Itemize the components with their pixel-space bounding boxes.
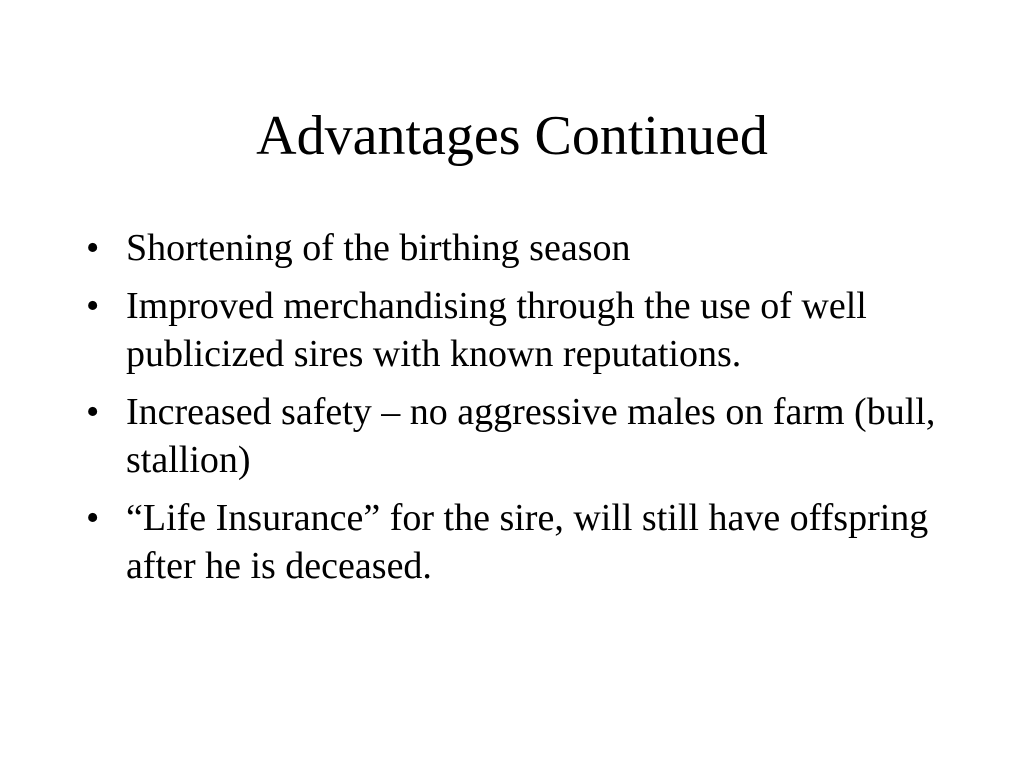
bullet-list [86, 224, 946, 600]
bullet-icon: • [86, 285, 100, 327]
bullet-text: Shortening of the birthing season [126, 227, 631, 269]
bullet-item [86, 224, 946, 272]
bullet-item [86, 388, 946, 484]
bullet-text: Improved merchandising through the use of well publicized sires with known reputations. [126, 285, 867, 375]
bullet-text: Increased safety – no aggressive males on farm (bull, stallion) [126, 391, 936, 481]
bullet-icon: • [86, 497, 100, 539]
slide-title: Advantages Continued [256, 105, 768, 167]
bullet-icon: • [86, 391, 100, 433]
bullet-icon: • [86, 227, 100, 269]
bullet-item [86, 494, 946, 590]
bullet-text: “Life Insurance” for the sire, will still have offspring after he is deceased. [126, 497, 929, 587]
bullet-item [86, 282, 946, 378]
